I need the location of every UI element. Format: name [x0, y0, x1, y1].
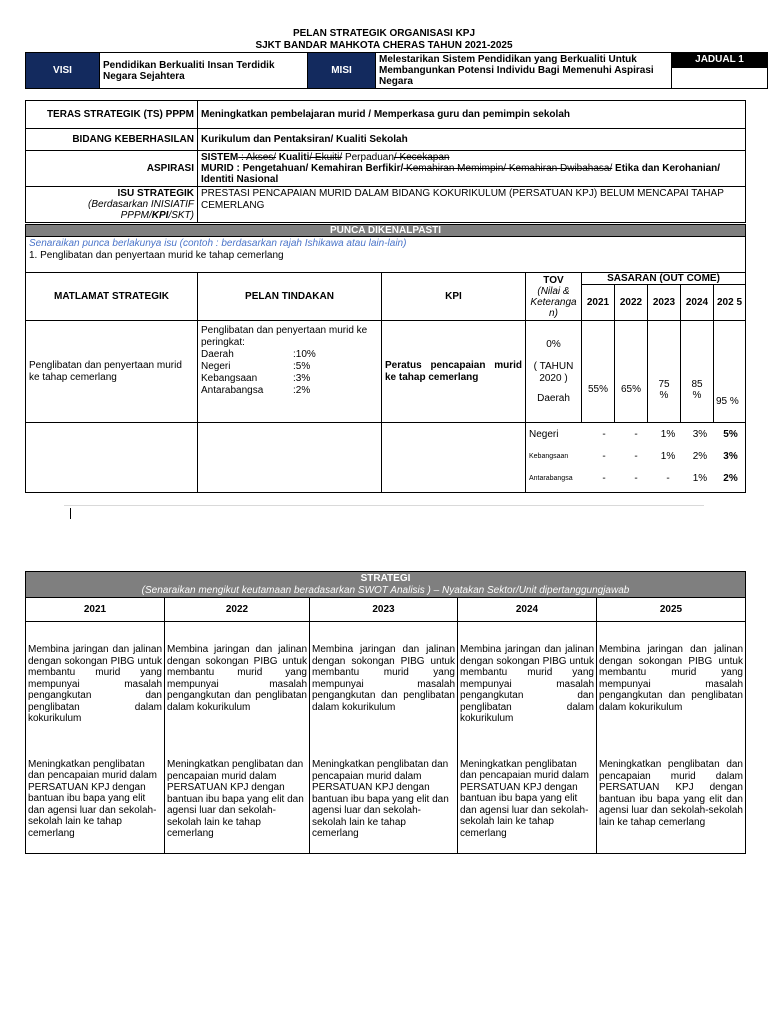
tov-value: 0% [546, 338, 561, 350]
punca-header: PUNCA DIKENALPASTI [26, 225, 746, 237]
pelan-level-row [201, 373, 378, 385]
misi-label: MISI [308, 53, 376, 89]
tov-sub: (Nilai & Keteranga n) [530, 285, 577, 319]
tov-value-cell [526, 321, 582, 423]
isu-sub1: (Berdasarkan INISIATIF [88, 199, 194, 210]
isu-sub2b: KPI [151, 210, 169, 221]
pelan-empty [198, 423, 382, 493]
strategi-year: 2025 [597, 598, 746, 622]
strategi-year: 2024 [458, 598, 597, 622]
strategi-cell [597, 622, 746, 854]
jadual-empty [672, 67, 768, 88]
year-2025: 202 5 [714, 285, 746, 321]
strategi-row2: Meningkatkan penglibatan dan pencapaian murid dalam PERSATUAN KPJ dengan bantuan ibu bapa yang elit dan agensi luar dan sekolah-sekolah lain ke tahap cemerlang [599, 759, 743, 828]
strategi-row1: Membina jaringan dan jalinan dengan sokongan PIBG untuk membantu murid yang mempunyai masalah pengangkutan dan penglibatan dalam kokurikulum [167, 644, 307, 713]
year-2023: 2023 [648, 285, 681, 321]
aspirasi-strike-ekuiti: / Ekuiti/ [309, 152, 343, 163]
pelan-level-name: Daerah [201, 349, 234, 360]
strategi-cell [26, 622, 165, 854]
matlamat-value: Penglibatan dan penyertaan murid ke tahap cemerlang [26, 321, 198, 423]
punca-cell [26, 237, 746, 273]
strategi-cell [458, 622, 597, 854]
bidang-value: Kurikulum dan Pentaksiran/ Kualiti Sekolah [198, 129, 746, 151]
col-kpi: KPI [382, 273, 526, 321]
level-val: - [602, 428, 606, 440]
pelan-level-name: Kebangsaan [201, 373, 258, 384]
pelan-level-name: Antarabangsa [201, 385, 264, 396]
pelan-level-name: Negeri [201, 361, 231, 372]
strategi-header-cell [26, 572, 746, 598]
strategi-header: STRATEGI [360, 572, 411, 584]
strategi-row1: Membina jaringan dan jalinan dengan sokongan PIBG untuk membantu murid yang mempunyai masalah pengangkutan dan penglibatan dalam kokurikulum [599, 644, 743, 713]
daerah-target: 85 % [681, 321, 714, 423]
aspirasi-value [198, 151, 746, 187]
aspirasi-perpaduan: Perpaduan [342, 152, 394, 163]
pelan-value [198, 321, 382, 423]
strategi-year: 2021 [26, 598, 165, 622]
strategi-row1: Membina jaringan dan jalinan dengan sokongan PIBG untuk membantu murid yang mempunyai masalah pengangkutan dan penglibatan dalam kokurikulum [460, 644, 594, 724]
punca-item: 1. Penglibatan dan penyertaan murid ke tahap cemerlang [29, 250, 284, 261]
strategi-year: 2023 [310, 598, 458, 622]
pelan-level-row [201, 361, 378, 373]
pelan-level-row [201, 349, 378, 361]
level-val: - [602, 472, 606, 484]
year-2022: 2022 [615, 285, 648, 321]
pelan-level-row [201, 385, 378, 397]
bidang-label: BIDANG KEBERHASILAN [26, 129, 198, 151]
strategi-row1: Membina jaringan dan jalinan dengan sokongan PIBG untuk membantu murid yang mempunyai masalah pengangkutan dan penglibatan dalam kokurikulum [28, 644, 162, 724]
teras-value: Meningkatkan pembelajaran murid / Memperkasa guru dan pemimpin sekolah [198, 101, 746, 129]
level-val: - [666, 472, 670, 484]
strategi-row2: Meningkatkan penglibatan dan pencapaian murid dalam PERSATUAN KPJ dengan bantuan ibu bapa yang elit dan agensi luar dan sekolah-sekolah lain ke tahap cemerlang [167, 759, 304, 839]
level-label: Antarabangsa [529, 474, 573, 482]
col-matlamat: MATLAMAT STRATEGIK [26, 273, 198, 321]
level-val: 1% [660, 450, 676, 462]
level-label: Kebangsaan [529, 452, 569, 460]
level-val: 3% [692, 428, 708, 440]
daerah-target: 95 % [714, 321, 746, 423]
doc-subtitle: SJKT BANDAR MAHKOTA CHERAS TAHUN 2021-2025 [255, 40, 513, 51]
kpi-empty [382, 423, 526, 493]
level-val: 3% [723, 450, 738, 462]
level-val: - [634, 428, 638, 440]
col-pelan: PELAN TINDAKAN [198, 273, 382, 321]
tov-title: TOV [543, 274, 564, 286]
isu-sub2c: /SKT) [168, 210, 194, 221]
level-val: - [602, 450, 606, 462]
strategi-row2: Meningkatkan penglibatan dan pencapaian murid dalam PERSATUAN KPJ dengan bantuan ibu bapa yang elit dan agensi luar dan sekolah-sekolah lain ke tahap cemerlang [28, 758, 157, 839]
doc-title: PELAN STRATEGIK ORGANISASI KPJ [292, 28, 476, 39]
misi-text: Melestarikan Sistem Pendidikan yang Berkualiti Untuk Membangunkan Potensi Individu Bagi Memenuhi Aspirasi Negara [376, 53, 672, 89]
daerah-target: 55% [582, 321, 615, 423]
isu-sub2a: PPPM/ [120, 210, 152, 221]
year-2021: 2021 [582, 285, 615, 321]
pelan-level-value: :2% [293, 385, 311, 396]
level-row-negeri [526, 423, 745, 445]
tov-level: Daerah [537, 392, 570, 404]
strategi-sub: (Senaraikan mengikut keutamaan beradasarkan SWOT Analisis ) – Nyatakan Sektor/Unit dipertanggungjawab [141, 584, 630, 596]
plan-table [25, 224, 746, 493]
matlamat-empty [26, 423, 198, 493]
kpi-value: Peratus pencapaian murid ke tahap cemerlang [382, 321, 526, 423]
col-sasaran: SASARAN (OUT COME) [582, 273, 746, 285]
aspirasi-label: ASPIRASI [26, 151, 198, 187]
level-label: Negeri [529, 428, 559, 440]
level-row-antarabangsa [526, 467, 745, 489]
aspirasi-strike-akses: : Akses/ [238, 152, 277, 163]
pelan-level-value: :10% [293, 349, 316, 360]
aspirasi-murid-prefix: MURID : Pengetahuan/ Kemahiran Berfikir/ [201, 163, 404, 174]
strategi-row1: Membina jaringan dan jalinan dengan sokongan PIBG untuk membantu murid yang mempunyai masalah pengangkutan dan penglibatan dalam kokurikulum [312, 644, 455, 713]
strategi-cell [165, 622, 310, 854]
jadual-label: JADUAL 1 [672, 53, 768, 68]
text-cursor [70, 508, 71, 519]
isu-label-cell [26, 187, 198, 223]
level-val: 2% [723, 472, 738, 484]
level-row-kebangsaan [526, 445, 745, 467]
pelan-level-value: :3% [293, 373, 311, 384]
level-val: 2% [692, 450, 708, 462]
punca-hint: Senaraikan punca berlakunya isu (contoh : berdasarkan rajah Ishikawa atau lain-lain) [29, 238, 407, 249]
divider [64, 505, 704, 506]
strategi-row2: Meningkatkan penglibatan dan pencapaian murid dalam PERSATUAN KPJ dengan bantuan ibu bapa yang elit dan agensi luar dan sekolah-sekolah lain ke tahap cemerlang [460, 758, 589, 839]
pelan-intro: Penglibatan dan penyertaan murid ke peringkat: [201, 325, 368, 348]
pelan-level-value: :5% [293, 361, 311, 372]
level-val: 5% [723, 428, 738, 440]
strategi-year: 2022 [165, 598, 310, 622]
daerah-target: 65% [615, 321, 648, 423]
col-tov [526, 273, 582, 321]
teras-label: TERAS STRATEGIK (TS) PPPM [26, 101, 198, 129]
year-2024: 2024 [681, 285, 714, 321]
info-table [25, 100, 746, 223]
level-val: - [634, 450, 638, 462]
level-subtable-cell [526, 423, 746, 493]
daerah-target: 75 % [648, 321, 681, 423]
isu-value: PRESTASI PENCAPAIAN MURID DALAM BIDANG KOKURIKULUM (PERSATUAN KPJ) BELUM MENCAPAI TAHAP CEMERLANG [198, 187, 746, 223]
aspirasi-strike-kecekapan: / Kecekapan [393, 152, 450, 163]
visi-text: Pendidikan Berkualiti Insan Terdidik Negara Sejahtera [100, 53, 308, 89]
level-val: - [634, 472, 638, 484]
aspirasi-sistem-prefix: SISTEM [201, 152, 239, 163]
level-val: 1% [660, 428, 676, 440]
tov-year: ( TAHUN 2020 ) [533, 360, 574, 384]
aspirasi-kualiti: Kualiti [276, 152, 310, 163]
visi-misi-table [25, 52, 768, 89]
strategi-table [25, 571, 746, 854]
aspirasi-murid-suffix: Etika dan Kerohanian/ Identiti Nasional [201, 163, 721, 185]
aspirasi-murid-strike: Kemahiran Memimpin/ Kemahiran Dwibahasa/ [403, 163, 613, 174]
isu-label: ISU STRATEGIK [117, 188, 194, 199]
level-val: 1% [692, 472, 708, 484]
strategi-row2: Meningkatkan penglibatan dan pencapaian murid dalam PERSATUAN KPJ dengan bantuan ibu bapa yang elit dan agensi luar dan sekolah-sekolah lain ke tahap cemerlang [312, 759, 449, 839]
visi-label: VISI [26, 53, 100, 89]
strategi-cell [310, 622, 458, 854]
